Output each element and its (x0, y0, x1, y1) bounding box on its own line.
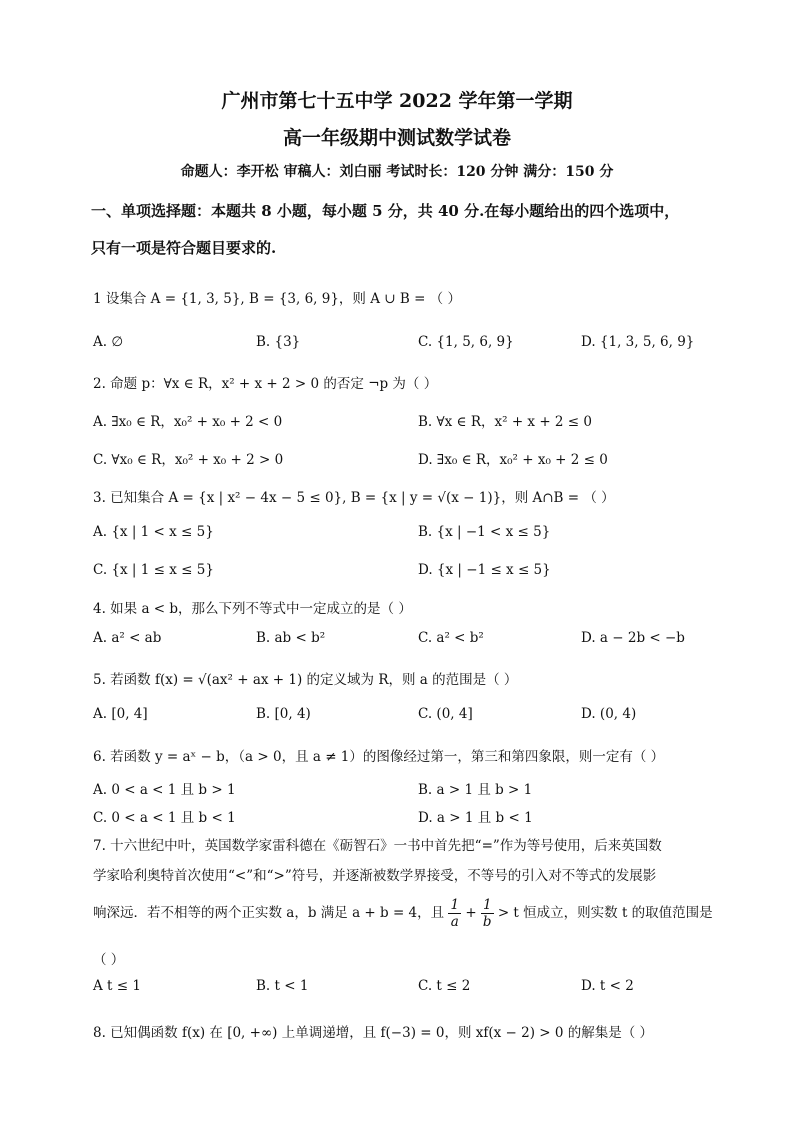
section-heading-line2: 只有一项是符合题目要求的. (91, 239, 277, 257)
question-4-option-d: D. a − 2b < −b (581, 630, 685, 646)
question-6-option-b: B. a > 1 且 b > 1 (418, 782, 533, 798)
question-6-option-c: C. 0 < a < 1 且 b < 1 (93, 810, 236, 826)
exam-title-subject: 高一年级期中测试数学试卷 (282, 127, 511, 149)
question-2-option-d: D. ∃x₀ ∈ R，x₀² + x₀ + 2 ≤ 0 (418, 452, 608, 468)
question-5-option-b: B. [0, 4) (256, 706, 311, 722)
question-3-option-d: D. {x | −1 ≤ x ≤ 5} (418, 562, 551, 578)
question-1-option-d: D. {1, 3, 5, 6, 9} (581, 334, 695, 350)
fraction-1-over-b (481, 897, 494, 930)
question-6-option-a: A. 0 < a < 1 且 b > 1 (93, 782, 236, 798)
question-3-option-a: A. {x | 1 < x ≤ 5} (93, 524, 214, 540)
question-2-stem: 2. 命题 p：∀x ∈ R，x² + x + 2 > 0 的否定 ¬p 为（ ） (93, 376, 438, 392)
section-heading-line1: 一、单项选择题：本题共 8 小题，每小题 5 分，共 40 分.在每小题给出的四个选项中， (91, 202, 680, 220)
question-2-option-b: B. ∀x ∈ R，x² + x + 2 ≤ 0 (418, 414, 593, 430)
question-7-option-a: A t ≤ 1 (93, 978, 141, 994)
fraction-2-numerator: 1 (482, 897, 492, 913)
fraction-plus-sign: + (465, 905, 477, 921)
fraction-2-denominator: b (482, 914, 492, 930)
question-7-stem-line3-end: > t 恒成立，则实数 t 的取值范围是 (497, 905, 713, 921)
question-1-option-a: A. ∅ (93, 334, 124, 350)
question-7-stem-line2: 学家哈利奥特首次使用“<”和“>”符号，并逐渐被数学界接受，不等号的引入对不等式的发展影 (93, 868, 657, 884)
question-6-option-d: D. a > 1 且 b < 1 (418, 810, 533, 826)
question-2-option-c: C. ∀x₀ ∈ R，x₀² + x₀ + 2 > 0 (93, 452, 284, 468)
question-7-option-b: B. t < 1 (256, 978, 309, 994)
question-3-option-b: B. {x | −1 < x ≤ 5} (418, 524, 551, 540)
question-2-option-a: A. ∃x₀ ∈ R，x₀² + x₀ + 2 < 0 (93, 414, 283, 430)
question-5-stem: 5. 若函数 f(x) = √(ax² + ax + 1) 的定义域为 R，则 a 的范围是（ ） (93, 672, 518, 688)
question-5-option-a: A. [0, 4] (93, 706, 148, 722)
question-1-stem: 1 设集合 A = {1, 3, 5}, B = {3, 6, 9}，则 A ∪ B = （ ） (93, 291, 461, 307)
question-7-stem-line4: （ ） (93, 952, 125, 968)
question-4-option-c: C. a² < b² (418, 630, 484, 646)
question-7-stem-line1: 7. 十六世纪中叶，英国数学家雷科德在《砺智石》一书中首先把“=”作为等号使用，后来英国数 (93, 838, 662, 854)
question-7-option-d: D. t < 2 (581, 978, 634, 994)
question-1-option-c: C. {1, 5, 6, 9} (418, 334, 514, 350)
question-5-option-c: C. (0, 4] (418, 706, 473, 722)
question-7-stem-line3 (93, 897, 713, 930)
question-5-option-d: D. (0, 4) (581, 706, 637, 722)
question-7-stem-line3-start: 响深远．若不相等的两个正实数 a，b 满足 a + b = 4，且 (93, 905, 445, 921)
fraction-1-numerator: 1 (450, 897, 460, 913)
question-3-option-c: C. {x | 1 ≤ x ≤ 5} (93, 562, 214, 578)
fraction-1-over-a (448, 897, 461, 930)
question-3-stem: 3. 已知集合 A = {x | x² − 4x − 5 ≤ 0}, B = {x | y = √(x − 1)}，则 A∩B = （ ） (93, 490, 615, 506)
question-1-option-b: B. {3} (256, 334, 301, 350)
question-7-option-c: C. t ≤ 2 (418, 978, 471, 994)
question-8-stem: 8. 已知偶函数 f(x) 在 [0, +∞) 上单调递增，且 f(−3) = 0，则 xf(x − 2) > 0 的解集是（ ） (93, 1025, 654, 1041)
exam-meta: 命题人：李开松 审稿人：刘白丽 考试时长：120 分钟 满分：150 分 (180, 164, 614, 180)
question-4-option-a: A. a² < ab (93, 630, 162, 646)
fraction-1-denominator: a (450, 914, 459, 930)
exam-title-school: 广州市第七十五中学 2022 学年第一学期 (221, 90, 573, 112)
question-6-stem: 6. 若函数 y = aˣ − b，（a > 0，且 a ≠ 1）的图像经过第一，第三和第四象限，则一定有（ ） (93, 749, 665, 765)
question-4-option-b: B. ab < b² (256, 630, 326, 646)
question-4-stem: 4. 如果 a < b，那么下列不等式中一定成立的是（ ） (93, 601, 412, 617)
